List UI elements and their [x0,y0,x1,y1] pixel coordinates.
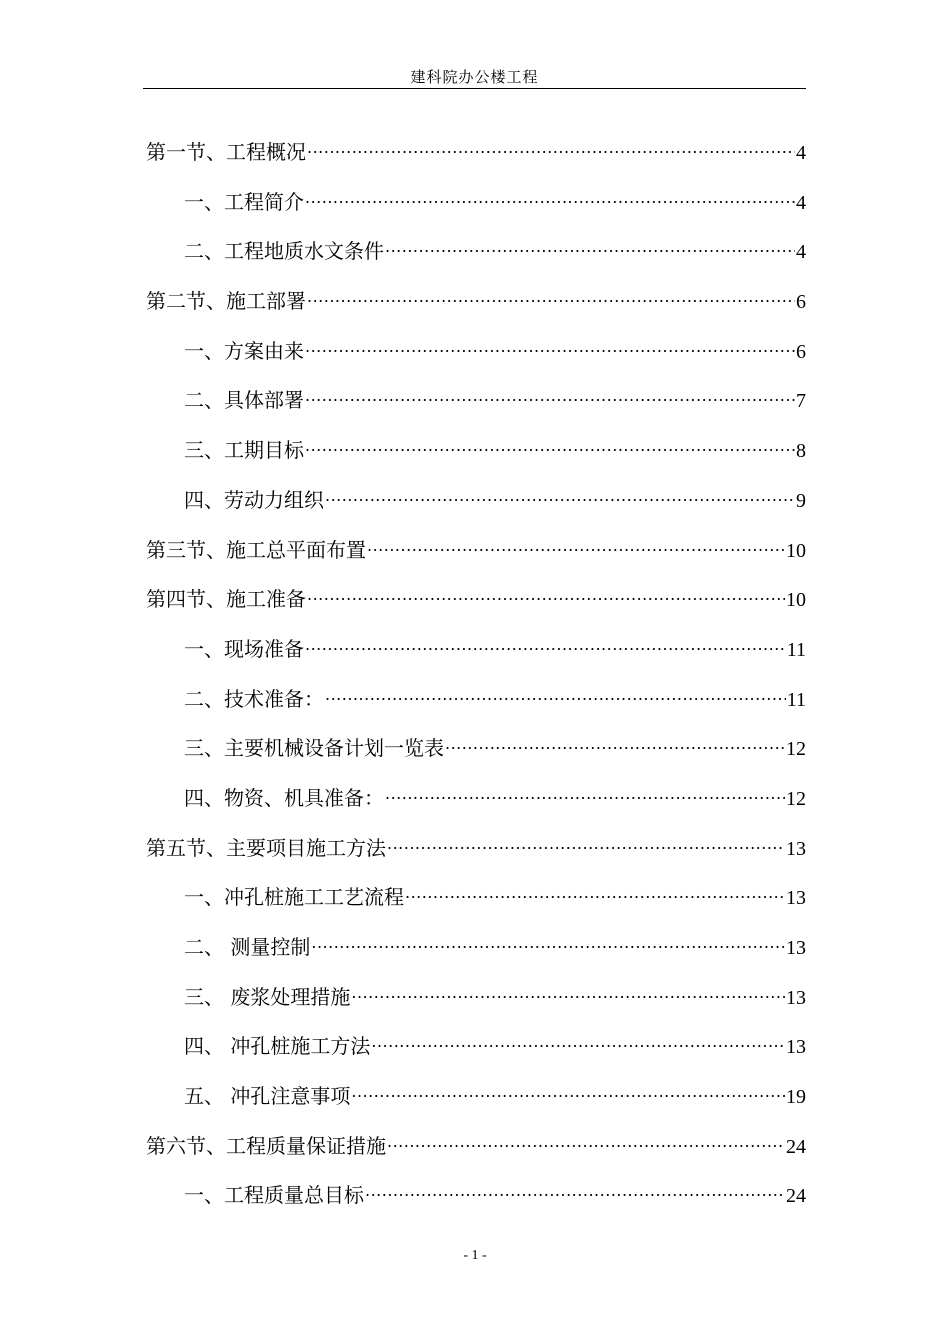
toc-dot-leader [305,327,795,365]
toc-section-entry[interactable] [146,283,806,333]
toc-entry-page-number: 8 [796,440,806,463]
toc-entry-title: 一、方案由来 [184,338,304,363]
toc-entry-title: 四、物资、机具准备： [184,785,384,810]
toc-entry-title: 二、 测量控制 [184,935,311,959]
toc-entry-title: 第六节、工程质量保证措施 [146,1133,386,1158]
toc-dot-leader [371,1022,785,1060]
toc-entry-title: 一、工程简介 [184,189,304,214]
toc-entry-page-number: 24 [786,1135,806,1158]
toc-dot-leader [365,1171,785,1209]
toc-entry-page-number: 11 [786,638,806,661]
toc-dot-leader [305,625,786,663]
toc-entry-title: 二、技术准备： [184,686,324,711]
toc-section-entry[interactable] [146,1128,806,1178]
table-of-contents [146,134,806,1227]
toc-entry-page-number: 4 [796,142,806,164]
toc-dot-leader [351,973,785,1011]
toc-dot-leader [367,526,785,564]
toc-dot-leader [387,1122,785,1160]
toc-entry-page-number: 4 [796,191,806,214]
page-header: 建科院办公楼工程 [410,68,539,86]
toc-entry-title: 一、工程质量总目标 [184,1183,364,1208]
toc-dot-leader [325,476,795,514]
toc-entry-page-number: 24 [786,1185,806,1208]
toc-subsection-entry[interactable] [146,482,806,532]
toc-entry-title: 第四节、施工准备 [146,587,306,612]
toc-section-entry[interactable] [146,134,806,184]
toc-subsection-entry[interactable] [146,979,806,1029]
toc-subsection-entry[interactable] [146,681,806,731]
toc-subsection-entry[interactable] [146,780,806,830]
toc-dot-leader [311,923,785,961]
toc-entry-page-number: 11 [786,688,806,711]
toc-subsection-entry[interactable] [146,233,806,283]
toc-entry-page-number: 9 [796,489,806,512]
toc-entry-title: 五、 冲孔注意事项 [184,1084,351,1109]
toc-entry-page-number: 12 [786,738,806,761]
toc-entry-title: 二、具体部署 [184,388,304,413]
toc-entry-page-number: 4 [796,241,806,264]
toc-subsection-entry[interactable] [146,929,806,979]
toc-dot-leader [385,227,795,265]
toc-dot-leader [325,675,786,713]
toc-entry-title: 一、冲孔桩施工工艺流程 [184,885,404,910]
toc-entry-title: 一、现场准备 [184,636,304,661]
toc-subsection-entry[interactable] [146,333,806,383]
toc-entry-title: 三、 废浆处理措施 [184,984,351,1009]
toc-entry-page-number: 13 [786,887,806,910]
toc-section-entry[interactable] [146,830,806,880]
toc-entry-title: 第一节、工程概况 [146,140,306,164]
toc-subsection-entry[interactable] [146,432,806,482]
toc-dot-leader [351,1072,785,1110]
toc-entry-title: 第五节、主要项目施工方法 [146,835,386,860]
toc-entry-page-number: 10 [786,589,806,612]
toc-dot-leader [305,178,795,216]
toc-dot-leader [385,774,785,812]
toc-dot-leader [387,824,785,862]
toc-subsection-entry[interactable] [146,730,806,780]
toc-entry-page-number: 12 [786,787,806,810]
toc-entry-page-number: 13 [786,837,806,860]
toc-subsection-entry[interactable] [146,1078,806,1128]
toc-entry-title: 三、主要机械设备计划一览表 [184,736,444,761]
toc-section-entry[interactable] [146,532,806,582]
toc-entry-page-number: 10 [786,539,806,562]
toc-dot-leader [307,277,795,315]
toc-entry-title: 四、劳动力组织 [184,487,324,512]
toc-entry-page-number: 6 [796,340,806,363]
toc-subsection-entry[interactable] [146,382,806,432]
toc-entry-page-number: 6 [796,291,806,314]
header-divider [143,88,806,89]
toc-dot-leader [305,376,795,414]
toc-entry-title: 二、工程地质水文条件 [184,239,384,264]
toc-dot-leader [307,575,785,613]
toc-dot-leader [305,426,795,464]
toc-subsection-entry[interactable] [146,631,806,681]
page-number: - 1 - [463,1248,487,1263]
toc-entry-page-number: 7 [796,390,806,413]
toc-dot-leader [405,873,785,911]
toc-entry-page-number: 19 [786,1086,806,1109]
toc-section-entry[interactable] [146,581,806,631]
toc-entry-title: 第三节、施工总平面布置 [146,537,366,562]
toc-entry-page-number: 13 [786,1036,806,1059]
toc-subsection-entry[interactable] [146,879,806,929]
toc-entry-title: 三、工期目标 [184,438,304,463]
toc-subsection-entry[interactable] [146,184,806,234]
toc-entry-title: 第二节、施工部署 [146,289,306,314]
toc-dot-leader [445,724,785,762]
toc-entry-page-number: 13 [786,986,806,1009]
toc-subsection-entry[interactable] [146,1028,806,1078]
toc-subsection-entry[interactable] [146,1177,806,1227]
toc-entry-title: 四、 冲孔桩施工方法 [184,1034,371,1059]
toc-entry-page-number: 13 [786,937,806,959]
toc-dot-leader [307,128,795,166]
